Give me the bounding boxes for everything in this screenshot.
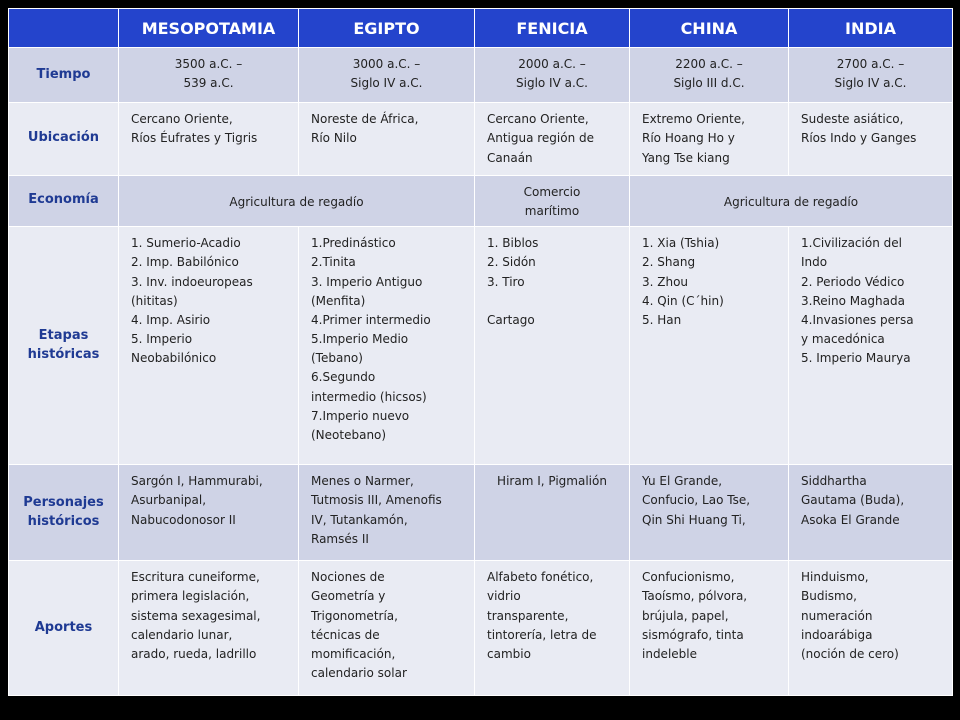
row-label-personajes: [9, 465, 119, 561]
row-label-line: Etapas: [38, 327, 89, 343]
etapas-cell-fenicia: [475, 227, 630, 465]
cell-line: calendario solar: [311, 666, 407, 681]
cell-line: cambio: [487, 646, 531, 661]
cell-line: (Tebano): [311, 351, 363, 366]
cell-line: Yang Tse kiang: [642, 150, 730, 165]
cell-line: Siglo IV a.C.: [350, 76, 423, 91]
cell-text: [789, 561, 952, 668]
cell-line: Sudeste asiático,: [801, 112, 904, 127]
cell-line: brújula, papel,: [642, 608, 729, 623]
row-ubicacion: [9, 103, 953, 176]
header-corner-cell: [9, 9, 119, 48]
ubicacion-cell-mesopotamia: [119, 103, 299, 176]
etapas-cell-egipto: [299, 227, 475, 465]
etapas-cell-mesopotamia: [119, 227, 299, 465]
row-label-line: históricos: [27, 513, 100, 529]
cell-line: 2700 a.C. –: [836, 57, 905, 71]
etapas-cell-india: [789, 227, 953, 465]
cell-line: Confucionismo,: [642, 570, 735, 585]
cell-line: marítimo: [524, 203, 580, 218]
ubicacion-cell-india: [789, 103, 953, 176]
row-aportes: [9, 561, 953, 696]
cell-text: [475, 103, 629, 172]
personajes-cell-fenicia: [475, 465, 630, 561]
cell-line: y macedónica: [801, 332, 885, 347]
cell-line: calendario lunar,: [131, 627, 233, 642]
cell-line: Tutmosis III, Amenofis: [311, 493, 442, 508]
row-tiempo: [9, 48, 953, 103]
cell-line: Nociones de: [311, 570, 385, 585]
aportes-cell-china: [630, 561, 789, 696]
cell-text: [119, 227, 298, 372]
cell-line: (Neotebano): [311, 428, 387, 442]
cell-line: 5. Imperio: [131, 332, 193, 347]
personajes-cell-egipto: [299, 465, 475, 561]
cell-line: [487, 292, 623, 311]
cell-line: Alfabeto fonético,: [487, 570, 594, 585]
cell-text: [299, 227, 474, 449]
row-label-ubicacion: Ubicación: [9, 103, 119, 176]
cell-line: técnicas de: [311, 627, 380, 642]
column-header-china: CHINA: [630, 9, 789, 48]
cell-line: vidrio: [487, 589, 521, 604]
cell-line: 3. Tiro: [487, 274, 525, 289]
cell-line: Río Nilo: [311, 131, 357, 146]
cell-line: Siddhartha: [801, 474, 867, 489]
cell-line: Qin Shi Huang Ti,: [642, 512, 746, 527]
cell-line: tintorería, letra de: [487, 627, 597, 642]
cell-line: Siglo III d.C.: [673, 76, 745, 91]
cell-line: Confucio, Lao Tse,: [642, 493, 751, 508]
cell-line: 6.Segundo: [311, 370, 376, 385]
personajes-cell-india: [789, 465, 953, 561]
cell-line: Cercano Oriente,: [131, 112, 233, 127]
economia-left-text: Agricultura de regadío: [229, 194, 364, 209]
cell-line: 3. Zhou: [642, 274, 689, 289]
cell-line: Ríos Éufrates y Tigris: [131, 131, 258, 146]
cell-line: 3. Inv. indoeuropeas: [131, 274, 253, 289]
economia-cell-mesopotamia-egipto: [119, 175, 475, 226]
cell-line: Asurbanipal,: [131, 493, 207, 508]
cell-text: [789, 103, 952, 152]
cell-line: 3500 a.C. –: [174, 57, 243, 71]
aportes-cell-fenicia: [475, 561, 630, 696]
cell-line: Comercio: [523, 184, 581, 199]
row-label-line: históricas: [27, 346, 100, 362]
cell-line: 2. Sidón: [487, 255, 536, 270]
cell-text: [630, 48, 788, 97]
cell-text: [475, 561, 629, 668]
cell-line: IV, Tutankamón,: [311, 512, 408, 527]
cell-line: sistema sexagesimal,: [131, 608, 261, 623]
row-personajes: [9, 465, 953, 561]
cell-text: [299, 465, 474, 553]
cell-line: 2000 a.C. –: [518, 57, 586, 71]
cell-line: Río Hoang Ho y: [642, 131, 735, 146]
row-label-economia: Economía: [9, 175, 119, 226]
cell-text: [475, 227, 629, 334]
cell-line: 3.Reino Maghada: [801, 293, 905, 308]
cell-line: 3. Imperio Antiguo: [311, 274, 423, 289]
cell-line: Extremo Oriente,: [642, 112, 745, 127]
aportes-cell-india: [789, 561, 953, 696]
economia-cell-fenicia: [475, 175, 630, 226]
cell-text: [630, 561, 788, 668]
personajes-cell-mesopotamia: [119, 465, 299, 561]
cell-line: Ramsés II: [311, 531, 369, 546]
row-economia: [9, 175, 953, 226]
cell-line: 2. Shang: [642, 255, 696, 270]
cell-line: Sargón I, Hammurabi,: [131, 474, 263, 489]
cell-line: 2200 a.C. –: [675, 57, 743, 71]
cell-line: Cartago: [487, 312, 535, 327]
tiempo-cell-egipto: [299, 48, 475, 103]
cell-line: Ríos Indo y Ganges: [801, 131, 917, 146]
column-header-india: INDIA: [789, 9, 953, 48]
economia-middle-text: [475, 176, 629, 225]
cell-line: (noción de cero): [801, 646, 899, 661]
cell-text: [119, 48, 298, 97]
cell-line: momificación,: [311, 646, 396, 661]
cell-line: Escritura cuneiforme,: [131, 570, 260, 585]
cell-line: Menes o Narmer,: [311, 474, 414, 489]
cell-text: [475, 48, 629, 97]
cell-text: [789, 227, 952, 372]
cell-line: 5. Han: [642, 312, 682, 327]
economia-cell-china-india: [630, 175, 953, 226]
cell-line: indoarábiga: [801, 627, 873, 642]
aportes-cell-egipto: [299, 561, 475, 696]
cell-line: 4. Imp. Asirio: [131, 312, 211, 327]
row-label-aportes: Aportes: [9, 561, 119, 696]
cell-line: indeleble: [642, 646, 697, 661]
cell-line: Neobabilónico: [131, 351, 217, 366]
cell-line: 5.Imperio Medio: [311, 332, 409, 347]
cell-text: [475, 465, 629, 495]
cell-line: 1. Sumerio-Acadio: [131, 236, 241, 251]
cell-line: transparente,: [487, 608, 569, 623]
cell-line: Hiram I, Pigmalión: [497, 474, 607, 489]
cell-line: arado, rueda, ladrillo: [131, 646, 257, 661]
cell-line: Antigua región de: [487, 131, 595, 146]
cell-line: Gautama (Buda),: [801, 493, 905, 508]
cell-line: Geometría y: [311, 589, 386, 604]
cell-line: Asoka El Grande: [801, 512, 900, 527]
tiempo-cell-mesopotamia: [119, 48, 299, 103]
cell-line: Siglo IV a.C.: [516, 76, 588, 91]
cell-line: 4.Primer intermedio: [311, 312, 431, 327]
cell-line: 539 a.C.: [183, 76, 234, 91]
tiempo-cell-fenicia: [475, 48, 630, 103]
cell-line: Trigonometría,: [311, 608, 398, 623]
cell-line: 2.Tinita: [311, 255, 356, 270]
cell-text: [119, 103, 298, 152]
cell-text: [119, 561, 298, 668]
cell-line: Taoísmo, pólvora,: [642, 589, 748, 604]
aportes-cell-mesopotamia: [119, 561, 299, 696]
header-row: [9, 9, 953, 48]
cell-line: 3000 a.C. –: [352, 57, 421, 71]
cell-text: [299, 561, 474, 687]
cell-line: sismógrafo, tinta: [642, 627, 744, 642]
cell-line: primera legislación,: [131, 589, 250, 604]
ubicacion-cell-fenicia: [475, 103, 630, 176]
cell-text: [789, 465, 952, 534]
cell-line: Canaán: [487, 150, 533, 165]
etapas-cell-china: [630, 227, 789, 465]
cell-text: [299, 103, 474, 152]
cell-line: (Menfita): [311, 293, 366, 308]
economia-right-text: Agricultura de regadío: [723, 194, 859, 209]
column-header-egipto: EGIPTO: [299, 9, 475, 48]
cell-text: [789, 48, 952, 97]
cell-text: [119, 465, 298, 534]
civilizations-table: [8, 8, 953, 696]
cell-line: 2. Periodo Védico: [801, 274, 905, 289]
cell-line: intermedio (hicsos): [311, 389, 427, 404]
civilizations-comparison-table-wrapper: [8, 8, 952, 696]
cell-line: Siglo IV a.C.: [834, 76, 907, 91]
cell-line: Indo: [801, 255, 828, 270]
cell-line: 1. Xia (Tshia): [642, 236, 720, 251]
cell-line: 5. Imperio Maurya: [801, 351, 911, 366]
cell-line: 4. Qin (C´hin): [642, 293, 724, 308]
column-header-mesopotamia: MESOPOTAMIA: [119, 9, 299, 48]
cell-text: [630, 227, 788, 334]
cell-line: 1.Predinástico: [311, 236, 396, 251]
cell-line: 1. Biblos: [487, 236, 539, 251]
row-etapas: [9, 227, 953, 465]
cell-line: (hititas): [131, 293, 178, 308]
tiempo-cell-china: [630, 48, 789, 103]
cell-line: Yu El Grande,: [642, 474, 723, 489]
column-header-fenicia: FENICIA: [475, 9, 630, 48]
row-label-tiempo: Tiempo: [9, 48, 119, 103]
cell-line: Cercano Oriente,: [487, 112, 589, 127]
cell-line: Budismo,: [801, 589, 857, 604]
row-label-etapas: [9, 227, 119, 465]
cell-line: 2. Imp. Babilónico: [131, 255, 239, 270]
cell-line: 1.Civilización del: [801, 236, 902, 251]
cell-line: 4.Invasiones persa: [801, 312, 914, 327]
cell-line: Nabucodonosor II: [131, 512, 236, 527]
ubicacion-cell-china: [630, 103, 789, 176]
cell-text: [630, 465, 788, 534]
cell-line: 7.Imperio nuevo: [311, 408, 410, 423]
cell-text: [299, 48, 474, 97]
cell-text: [630, 103, 788, 172]
cell-line: Noreste de África,: [311, 112, 419, 127]
tiempo-cell-india: [789, 48, 953, 103]
personajes-cell-china: [630, 465, 789, 561]
row-label-line: Personajes: [23, 494, 104, 510]
ubicacion-cell-egipto: [299, 103, 475, 176]
cell-line: numeración: [801, 608, 873, 623]
cell-line: Hinduismo,: [801, 570, 869, 585]
